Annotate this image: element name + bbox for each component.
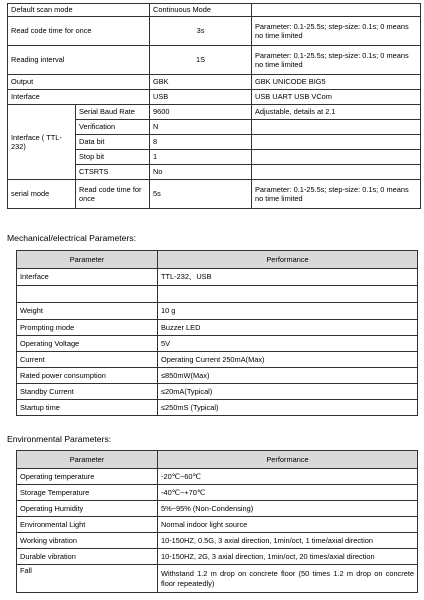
column-header: Performance: [158, 251, 418, 269]
param-cell: [17, 286, 158, 303]
param-cell: Environmental Light: [17, 517, 158, 533]
value-cell: USB: [150, 90, 252, 105]
table-row: [8, 4, 421, 17]
table-header-row: [17, 251, 418, 269]
table-row: [8, 90, 421, 105]
note-cell: [252, 150, 421, 165]
table-row: [17, 469, 418, 485]
value-cell: 5s: [150, 180, 252, 209]
param-cell: Reading interval: [8, 46, 150, 75]
table-row: [8, 75, 421, 90]
value-cell: 5%~95% (Non-Condensing): [158, 501, 418, 517]
table-row: [17, 336, 418, 352]
table-row: [17, 485, 418, 501]
value-cell: 8: [150, 135, 252, 150]
value-cell: 10-150HZ, 0.5G, 3 axial direction, 1min/oct, 1 time/axial direction: [158, 533, 418, 549]
value-cell: [158, 286, 418, 303]
value-cell: 1: [150, 150, 252, 165]
param-cell: Rated power consumption: [17, 368, 158, 384]
note-cell: USB UART USB VCom: [252, 90, 421, 105]
value-cell: ≤20mA(Typical): [158, 384, 418, 400]
value-cell: 1S: [150, 46, 252, 75]
note-cell: [252, 4, 421, 17]
param-cell: Data bit: [76, 135, 150, 150]
table-row: [17, 286, 418, 303]
value-cell: ≤250mS (Typical): [158, 400, 418, 416]
table-row: [17, 352, 418, 368]
param-group-cell: serial mode: [8, 180, 76, 209]
value-cell: GBK: [150, 75, 252, 90]
param-cell: CTSRTS: [76, 165, 150, 180]
column-header: Parameter: [17, 251, 158, 269]
param-cell: Output: [8, 75, 150, 90]
note-cell: GBK UNICODE BIG5: [252, 75, 421, 90]
note-cell: Parameter: 0.1-25.5s; step-size: 0.1s; 0 means no time limited: [252, 46, 421, 75]
param-cell: Interface: [17, 269, 158, 286]
column-header: Parameter: [17, 451, 158, 469]
param-cell: Storage Temperature: [17, 485, 158, 501]
param-cell: Operating Humidity: [17, 501, 158, 517]
param-cell: Serial Baud Rate: [76, 105, 150, 120]
table-row: [8, 105, 421, 120]
table-row: [17, 517, 418, 533]
param-cell: Current: [17, 352, 158, 368]
note-cell: Parameter: 0.1-25.5s; step-size: 0.1s; 0 means no time limited: [252, 17, 421, 46]
value-cell: Withstand 1.2 m drop on concrete floor (50 times 1.2 m drop on concrete floor repeatedly): [158, 565, 418, 593]
table-row: [17, 368, 418, 384]
param-cell: Fall: [17, 565, 158, 593]
table-header-row: [17, 451, 418, 469]
value-cell: Continuous Mode: [150, 4, 252, 17]
param-cell: Standby Current: [17, 384, 158, 400]
value-cell: 9600: [150, 105, 252, 120]
param-cell: Interface: [8, 90, 150, 105]
param-cell: Startup time: [17, 400, 158, 416]
value-cell: N: [150, 120, 252, 135]
value-cell: ≤850mW(Max): [158, 368, 418, 384]
param-cell: Verification: [76, 120, 150, 135]
mech-section-title: Mechanical/electrical Parameters:: [7, 233, 136, 243]
table-row: [17, 533, 418, 549]
param-cell: Operating Voltage: [17, 336, 158, 352]
param-cell: Stop bit: [76, 150, 150, 165]
column-header: Performance: [158, 451, 418, 469]
param-cell: Read code time for once: [76, 180, 150, 209]
note-cell: [252, 165, 421, 180]
scan-settings-table: [7, 3, 421, 209]
param-cell: Read code time for once: [8, 17, 150, 46]
param-cell: Durable vibration: [17, 549, 158, 565]
env-params-table: [16, 450, 418, 593]
param-cell: Prompting mode: [17, 320, 158, 336]
note-cell: Adjustable, details at 2.1: [252, 105, 421, 120]
value-cell: 10-150HZ, 2G, 3 axial direction, 1min/oct, 20 times/axial direction: [158, 549, 418, 565]
table-row: [17, 400, 418, 416]
value-cell: -20℃~60℃: [158, 469, 418, 485]
table-row: [17, 565, 418, 593]
param-cell: Working vibration: [17, 533, 158, 549]
value-cell: No: [150, 165, 252, 180]
value-cell: TTL-232、USB: [158, 269, 418, 286]
table-row: [17, 269, 418, 286]
table-row: [17, 320, 418, 336]
env-section-title: Environmental Parameters:: [7, 434, 112, 444]
value-cell: 5V: [158, 336, 418, 352]
value-cell: Operating Current 250mA(Max): [158, 352, 418, 368]
note-cell: [252, 135, 421, 150]
table-row: [8, 17, 421, 46]
mech-params-table: [16, 250, 418, 416]
param-cell: Operating temperature: [17, 469, 158, 485]
table-row: [17, 501, 418, 517]
table-row: [8, 46, 421, 75]
value-cell: 3s: [150, 17, 252, 46]
param-cell: Default scan mode: [8, 4, 150, 17]
value-cell: 10 g: [158, 303, 418, 320]
table-row: [17, 549, 418, 565]
value-cell: Buzzer LED: [158, 320, 418, 336]
ttl-group-label: Interface ( TTL-232): [8, 105, 76, 180]
value-cell: Normal indoor light source: [158, 517, 418, 533]
param-cell: Weight: [17, 303, 158, 320]
table-row: [8, 180, 421, 209]
table-row: [17, 384, 418, 400]
table-row: [17, 303, 418, 320]
value-cell: -40℃~+70℃: [158, 485, 418, 501]
note-cell: [252, 120, 421, 135]
note-cell: Parameter: 0.1-25.5s; step-size: 0.1s; 0 means no time limited: [252, 180, 421, 209]
